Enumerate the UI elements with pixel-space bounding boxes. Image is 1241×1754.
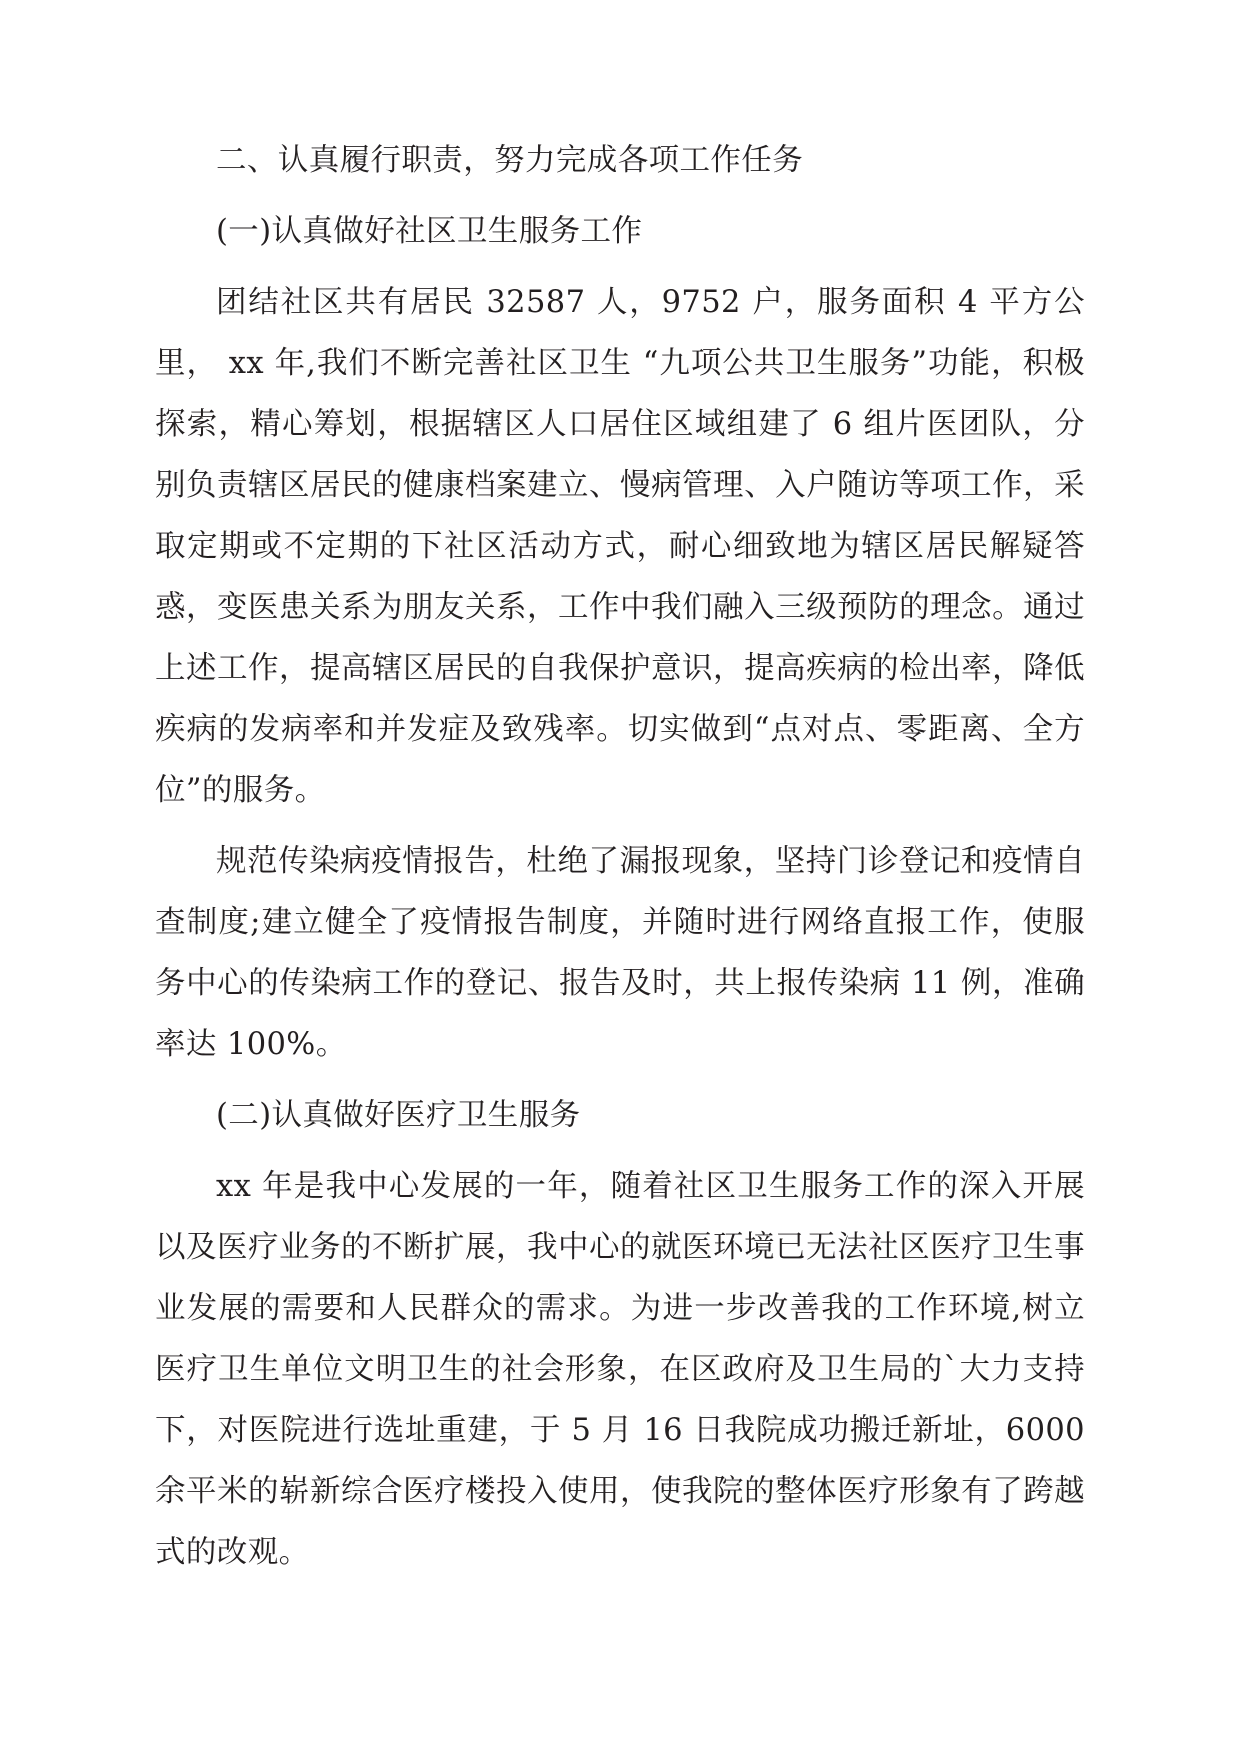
- subsection-heading-2: (二)认真做好医疗卫生服务: [216, 1098, 581, 1133]
- section-heading-2: 二、认真履行职责，努力完成各项工作任务: [216, 143, 804, 178]
- subsection-heading-1: (一)认真做好社区卫生服务工作: [216, 214, 643, 249]
- body-paragraph-1: 团结社区共有居民 32587 人，9752 户，服务面积 4 平方公里， xx 年,我们不断完善社区卫生 “九项公共卫生服务”功能，积极探索，精心筹划，根据辖区人口居住区域组建了 6 组片医团队，分别负责辖区居民的健康档案建立、慢病管理、入户随访等项工作，采取定期或不定期的下社区活动方式，耐心细致地为辖区居民解疑答惑，变医患关系为朋友关系，工作中我们融入三级预防的理念。通过上述工作，提高辖区居民的自我保护意识，提高疾病的检出率，降低疾病的发病率和并发症及致残率。切实做到“点对点、零距离、全方位”的服务。: [155, 285, 1085, 808]
- document-body: [155, 130, 1085, 1583]
- body-paragraph-3: xx 年是我中心发展的一年，随着社区卫生服务工作的深入开展以及医疗业务的不断扩展，我中心的就医环境已无法社区医疗卫生事业发展的需要和人民群众的需求。为进一步改善我的工作环境,树立医疗卫生单位文明卫生的社会形象，在区政府及卫生局的`大力支持下，对医院进行选址重建，于 5 月 16 日我院成功搬迁新址，6000 余平米的崭新综合医疗楼投入使用，使我院的整体医疗形象有了跨越式的改观。: [155, 1169, 1085, 1570]
- body-paragraph-2: 规范传染病疫情报告，杜绝了漏报现象，坚持门诊登记和疫情自查制度;建立健全了疫情报告制度，并随时进行网络直报工作，使服务中心的传染病工作的登记、报告及时，共上报传染病 11 例，准确率达 100%。: [155, 844, 1085, 1062]
